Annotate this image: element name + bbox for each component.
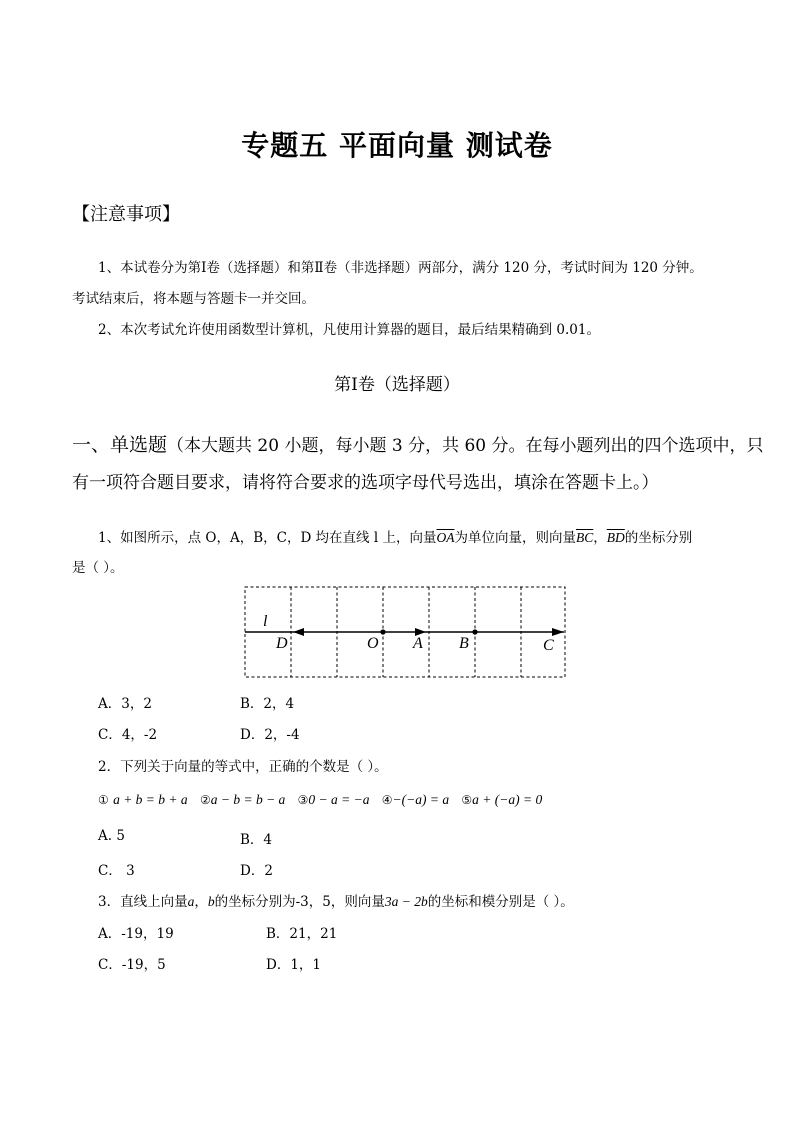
q1-option-b[interactable]: B．2，4 xyxy=(240,696,295,712)
q2-option-a[interactable]: A. 5 xyxy=(98,828,125,844)
section-title: 第Ⅰ卷（选择题） xyxy=(334,375,460,395)
vector-bc: $\overline{BC}$ xyxy=(575,530,594,545)
label-b: B xyxy=(459,635,469,652)
q2-equations xyxy=(98,792,542,808)
part-desc-2: 有一项符合题目要求，请将符合要求的选项字母代号选出，填涂在答题卡上。） xyxy=(72,473,659,493)
q1-text-b: 为单位向量，则向量 xyxy=(454,530,576,546)
notes-line-1: 1、本试卷分为第Ⅰ卷（选择题）和第Ⅱ卷（非选择题）两部分，满分 120 分，考试时间为 120 分钟。 xyxy=(98,260,703,276)
q3-option-c[interactable]: C．-19，5 xyxy=(98,957,166,973)
arrowhead-d xyxy=(293,628,304,636)
q2-num-1: ① xyxy=(98,793,109,807)
vector-oa: $\overline{OA}$ xyxy=(436,530,455,545)
q2-num-5: ⑤ xyxy=(461,793,473,807)
part-heading xyxy=(72,430,764,457)
q1-stem xyxy=(98,526,692,546)
q1-option-c[interactable]: C．4，-2 xyxy=(98,727,158,743)
q1-text-c: 的坐标分别 xyxy=(624,530,693,546)
q1-stem-cont: 是（ ）。 xyxy=(72,560,124,576)
part-prefix: 一、单选题 xyxy=(72,434,168,456)
q2-eq-1: a + b = b + a xyxy=(113,792,188,807)
q2-eq-3: 0 − a = −a xyxy=(308,792,370,807)
q3-sep: ， xyxy=(194,894,208,910)
vector-bd: $\overline{BD}$ xyxy=(606,530,625,545)
q2-option-c[interactable]: C． 3 xyxy=(98,863,135,879)
q2-stem: 2．下列关于向量的等式中，正确的个数是（ ）。 xyxy=(98,759,388,775)
q2-num-3: ③ xyxy=(297,793,309,807)
q2-eq-2: a − b = b − a xyxy=(210,792,286,807)
label-l: l xyxy=(263,613,268,630)
q3-text-c: 的坐标和模分别是（ ）。 xyxy=(427,894,574,910)
q3-stem xyxy=(98,890,574,910)
q2-option-d[interactable]: D．2 xyxy=(240,863,273,879)
notes-line-2: 2、本次考试允许使用函数型计算机，凡使用计算器的题目，最后结果精确到 0.01。 xyxy=(98,322,600,338)
notes-line-1b: 考试结束后，将本题与答题卡一并交回。 xyxy=(72,291,315,307)
page-title: 专题五 平面向量 测试卷 xyxy=(241,129,553,162)
q3-text-a: 3．直线上向量 xyxy=(98,894,188,910)
q1-sep: ， xyxy=(593,530,607,546)
q3-text-b: 的坐标分别为-3，5，则向量 xyxy=(214,894,385,910)
label-c: C xyxy=(543,637,554,654)
arrowhead-c xyxy=(552,628,564,636)
vector-a: a xyxy=(187,894,195,909)
q3-expression: 3a − 2b xyxy=(384,894,428,909)
q1-figure xyxy=(243,585,568,679)
notes-heading: 【注意事项】 xyxy=(72,204,180,225)
q2-num-4: ④ xyxy=(381,793,393,807)
q2-eq-4: −(−a) = a xyxy=(392,792,450,807)
q1-option-a[interactable]: A．3，2 xyxy=(98,696,152,712)
point-o xyxy=(380,629,385,634)
part-desc-1: （本大题共 20 小题，每小题 3 分，共 60 分。在每小题列出的四个选项中，只 xyxy=(167,436,764,456)
q2-eq-5: a + (−a) = 0 xyxy=(472,792,543,807)
label-o: O xyxy=(367,635,379,652)
vector-b: b xyxy=(207,894,215,909)
q2-option-b[interactable]: B．4 xyxy=(240,832,273,848)
label-a: A xyxy=(413,635,423,652)
q2-num-2: ② xyxy=(199,793,211,807)
q3-option-b[interactable]: B．21，21 xyxy=(266,926,338,942)
q3-option-a[interactable]: A．-19，19 xyxy=(98,926,174,942)
q1-option-d[interactable]: D．2，-4 xyxy=(240,727,300,743)
q1-text-a: 1、如图所示，点 O，A，B，C，D 均在直线 l 上，向量 xyxy=(98,530,437,546)
q3-option-d[interactable]: D．1，1 xyxy=(266,957,322,973)
label-d: D xyxy=(276,635,288,652)
point-b xyxy=(472,629,477,634)
